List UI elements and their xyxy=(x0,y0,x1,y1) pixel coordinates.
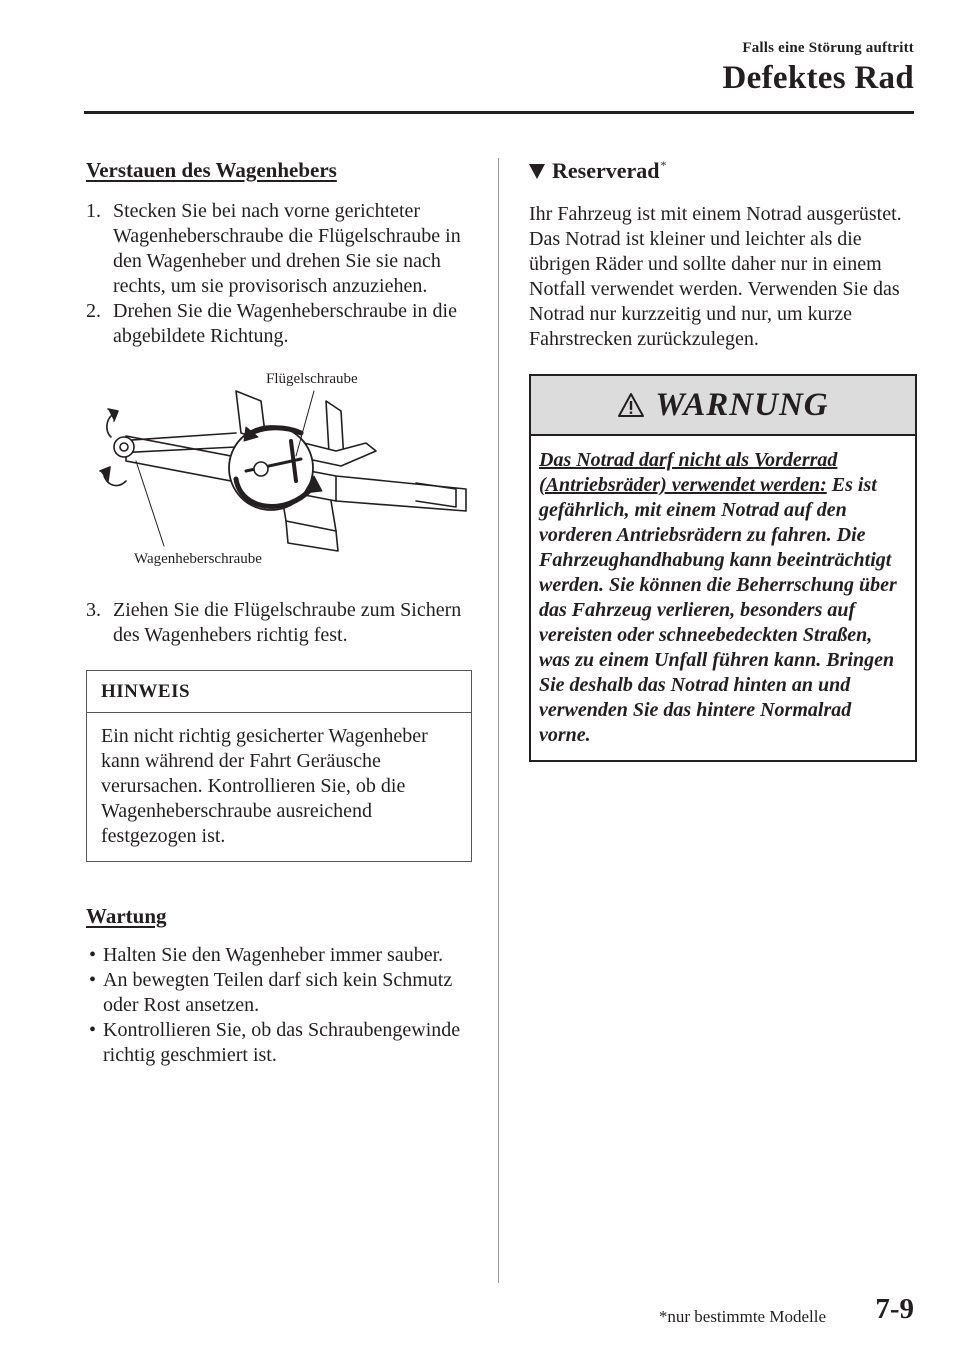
column-divider xyxy=(498,158,499,1283)
maintenance-heading: Wartung xyxy=(86,904,167,928)
bullet-text: An bewegten Teilen darf sich kein Schmutz oder Rost ansetzen. xyxy=(103,969,453,1016)
maintenance-bullet xyxy=(86,1018,472,1068)
note-body: Ein nicht richtig gesicherter Wagenheber kann während der Fahrt Geräusche verursachen. Kontrollieren Sie, ob die Wagenheberschraube ausreichend festgezogen ist. xyxy=(101,725,428,847)
maintenance-bullet xyxy=(86,943,472,968)
spare-wheel-paragraph: Ihr Fahrzeug ist mit einem Notrad ausgerüstet. Das Notrad ist kleiner und leichter als die übrigen Räder und sollte daher nur in einem Notfall verwendet werden. Verwenden Sie das Notrad nur kurzzeitig und nur, um kurze Fahrstrecken zurückzulegen. xyxy=(529,203,902,350)
bullet-dot: • xyxy=(89,944,97,966)
warning-label: WARNUNG xyxy=(655,386,829,423)
warning-text: Es ist gefährlich, mit einem Notrad auf den vorderen Antriebsrädern zu fahren. Die Fahrzeughandhabung kann beeinträchtigt werden. Sie können die Beherrschung über das Fahrzeug verlieren, besonders auf vereisten oder schneebedeckten Straßen, was zu einem Unfall führen kann. Bringen Sie deshalb das Notrad hinten an und verwenden Sie das hintere Normalrad vorne. xyxy=(539,474,897,746)
right-column xyxy=(529,158,917,762)
spare-wheel-heading-text: Reserverad xyxy=(552,158,660,183)
bullet-dot: • xyxy=(89,969,97,991)
stowing-jack-heading: Verstauen des Wagenhebers xyxy=(86,158,337,182)
section-title: Defektes Rad xyxy=(722,60,914,96)
bullet-text: Halten Sie den Wagenheber immer sauber. xyxy=(103,944,444,966)
page-number: 7-9 xyxy=(875,1293,914,1325)
footnote: *nur bestimmte Modelle xyxy=(658,1307,826,1326)
warning-lead: Das Notrad darf nicht als Vorderrad (Antriebsräder) verwendet werden: xyxy=(539,449,838,496)
warning-triangle-icon xyxy=(617,392,645,418)
step-number: 1. xyxy=(86,200,101,222)
chapter-title: Falls eine Störung auftritt xyxy=(742,40,914,56)
header-rule xyxy=(84,111,914,114)
warning-header xyxy=(531,376,915,436)
left-column xyxy=(86,158,472,1068)
spare-wheel-heading xyxy=(529,158,917,184)
step-number: 3. xyxy=(86,599,101,621)
footnote-mark: * xyxy=(660,157,667,172)
bullet-dot: • xyxy=(89,1019,97,1041)
step-3 xyxy=(86,598,472,648)
step-2 xyxy=(86,299,472,349)
note-title: HINWEIS xyxy=(87,671,471,713)
jack-screw-label: Wagenheberschraube xyxy=(134,551,262,567)
step-text: Drehen Sie die Wagenheberschraube in die abgebildete Richtung. xyxy=(113,300,457,347)
jack-illustration xyxy=(86,371,472,586)
triangle-down-icon xyxy=(529,164,545,179)
step-1 xyxy=(86,199,472,299)
note-box xyxy=(86,670,472,862)
warning-body xyxy=(531,436,915,760)
step-number: 2. xyxy=(86,300,101,322)
step-text: Stecken Sie bei nach vorne gerichteter Wagenheberschraube die Flügelschraube in den Wagenheber und drehen Sie sie nach rechts, um sie provisorisch anzuziehen. xyxy=(113,200,461,297)
warning-box xyxy=(529,374,917,762)
wing-screw-label: Flügelschraube xyxy=(266,371,358,387)
maintenance-bullet xyxy=(86,968,472,1018)
bullet-text: Kontrollieren Sie, ob das Schraubengewinde richtig geschmiert ist. xyxy=(103,1019,461,1066)
step-text: Ziehen Sie die Flügelschraube zum Sichern des Wagenhebers richtig fest. xyxy=(113,599,462,646)
